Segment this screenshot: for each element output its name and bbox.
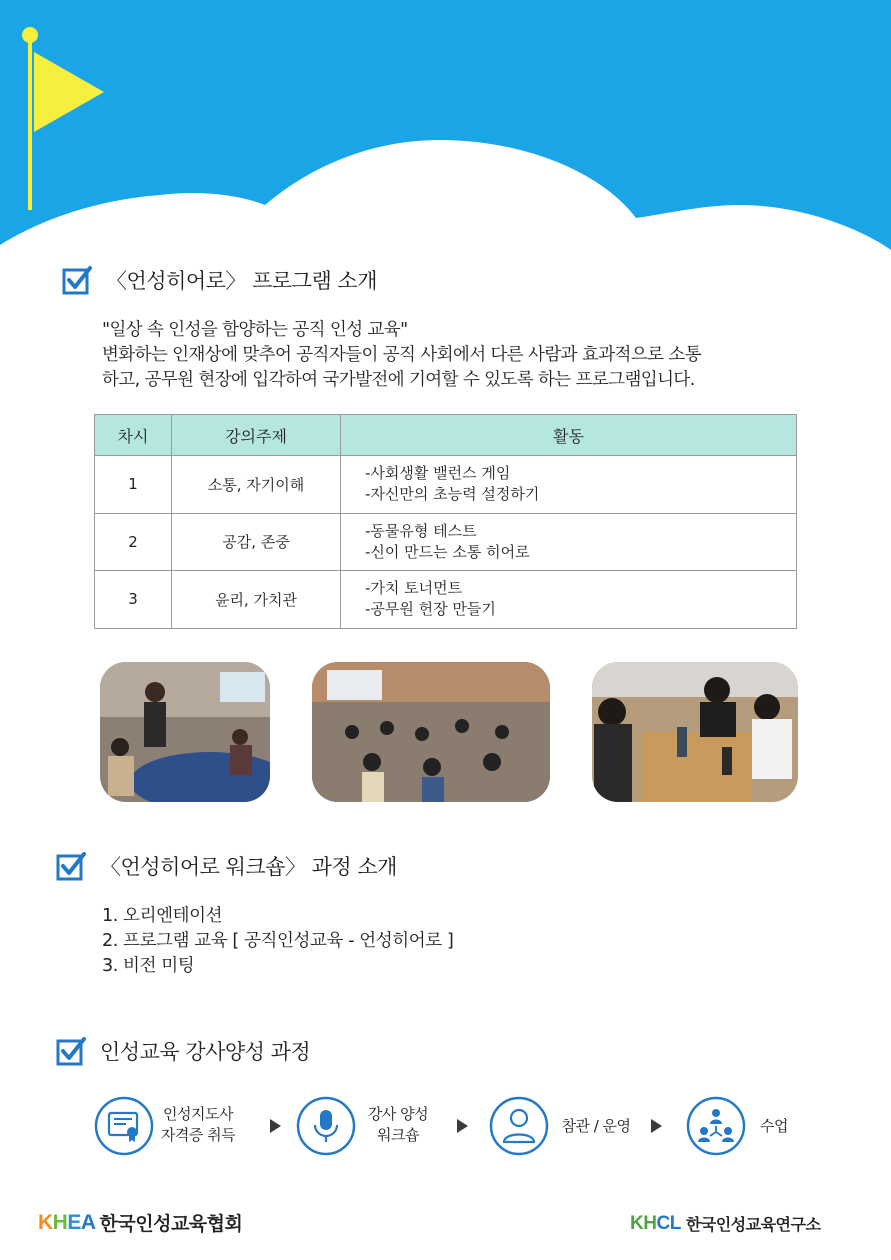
step-label-line: 강사 양성 [367,1105,429,1123]
arrow-right-icon [651,1119,662,1133]
list-item: 2. 프로그램 교육 [ 공직인성교육 - 언성히어로 ] [102,931,454,951]
activity-item: -가치 토너먼트 [365,579,463,598]
header-session: 차시 [95,415,172,456]
intro-line: 하고, 공무원 현장에 입각하여 국가발전에 기여할 수 있도록 하는 프로그램입니다. [102,370,695,390]
section-title-instructor-training [56,1036,310,1066]
step-label-line: 인성지도사 [163,1105,233,1123]
section-title-program-intro [62,265,377,295]
step-label [158,1104,238,1146]
khea-logo-mark: KHEA [38,1210,96,1234]
khea-logo [38,1209,242,1236]
intro-text [102,318,701,393]
activity-cell [341,571,797,629]
workshop-photo-classroom [312,662,550,802]
khcl-logo-mark: KHCL [630,1212,681,1234]
session-number: 2 [95,513,172,571]
certificate-icon [94,1096,154,1156]
workshop-list [102,904,453,979]
table-header-row [95,415,797,456]
khcl-logo [630,1212,820,1235]
activity-item: -자신만의 초능력 설정하기 [365,485,540,504]
section-title-text: 인성교육 강사양성 과정 [100,1040,311,1064]
header-topic: 강의주제 [172,415,341,456]
khcl-logo-name: 한국인성교육연구소 [685,1215,821,1234]
header-activity: 활동 [341,415,797,456]
activity-item: -사회생활 밸런스 게임 [365,464,511,483]
intro-line: "일상 속 인성을 함양하는 공직 인성 교육" [102,320,408,340]
person-icon [489,1096,549,1156]
team-icon [686,1096,746,1156]
workshop-photo-group-activity [592,662,798,802]
list-item: 3. 비전 미팅 [102,956,195,976]
section-title-text: 〈언성히어로 워크숍〉 과정 소개 [100,855,397,879]
lecture-topic: 소통, 자기이해 [172,456,341,514]
table-row [95,513,797,571]
step-label-line: 참관 / 운영 [561,1117,631,1135]
step-label-line: 자격증 취득 [160,1126,236,1144]
table-row [95,456,797,514]
table-row [95,571,797,629]
lecture-topic: 공감, 존중 [172,513,341,571]
arrow-right-icon [270,1119,281,1133]
intro-line: 변화하는 인재상에 맞추어 공직자들이 공직 사회에서 다른 사람과 효과적으로 소통 [102,345,702,365]
session-number: 1 [95,456,172,514]
activity-item: -공무원 헌장 만들기 [365,600,496,619]
step-label [362,1104,434,1146]
sky-cloud-background [0,0,891,300]
lecture-topic: 윤리, 가치관 [172,571,341,629]
program-table [94,414,797,629]
session-number: 3 [95,571,172,629]
checkbox-icon [56,851,86,881]
khea-logo-name: 한국인성교육협회 [99,1213,243,1235]
step-label-line: 수업 [760,1117,788,1135]
checkbox-icon [56,1036,86,1066]
step-label [556,1116,636,1137]
section-title-text: 〈언성히어로〉 프로그램 소개 [106,269,377,293]
microphone-icon [296,1096,356,1156]
activity-item: -동물유형 테스트 [365,521,477,540]
checkbox-icon [62,265,92,295]
list-item: 1. 오리엔테이션 [102,906,223,926]
step-label [752,1116,796,1137]
activity-cell [341,513,797,571]
activity-item: -신이 만드는 소통 히어로 [365,542,530,561]
step-label-line: 워크숍 [377,1126,419,1144]
flag-icon [18,22,118,212]
arrow-right-icon [457,1119,468,1133]
activity-cell [341,456,797,514]
section-title-workshop [56,851,397,881]
workshop-photo-lecturer [100,662,270,802]
